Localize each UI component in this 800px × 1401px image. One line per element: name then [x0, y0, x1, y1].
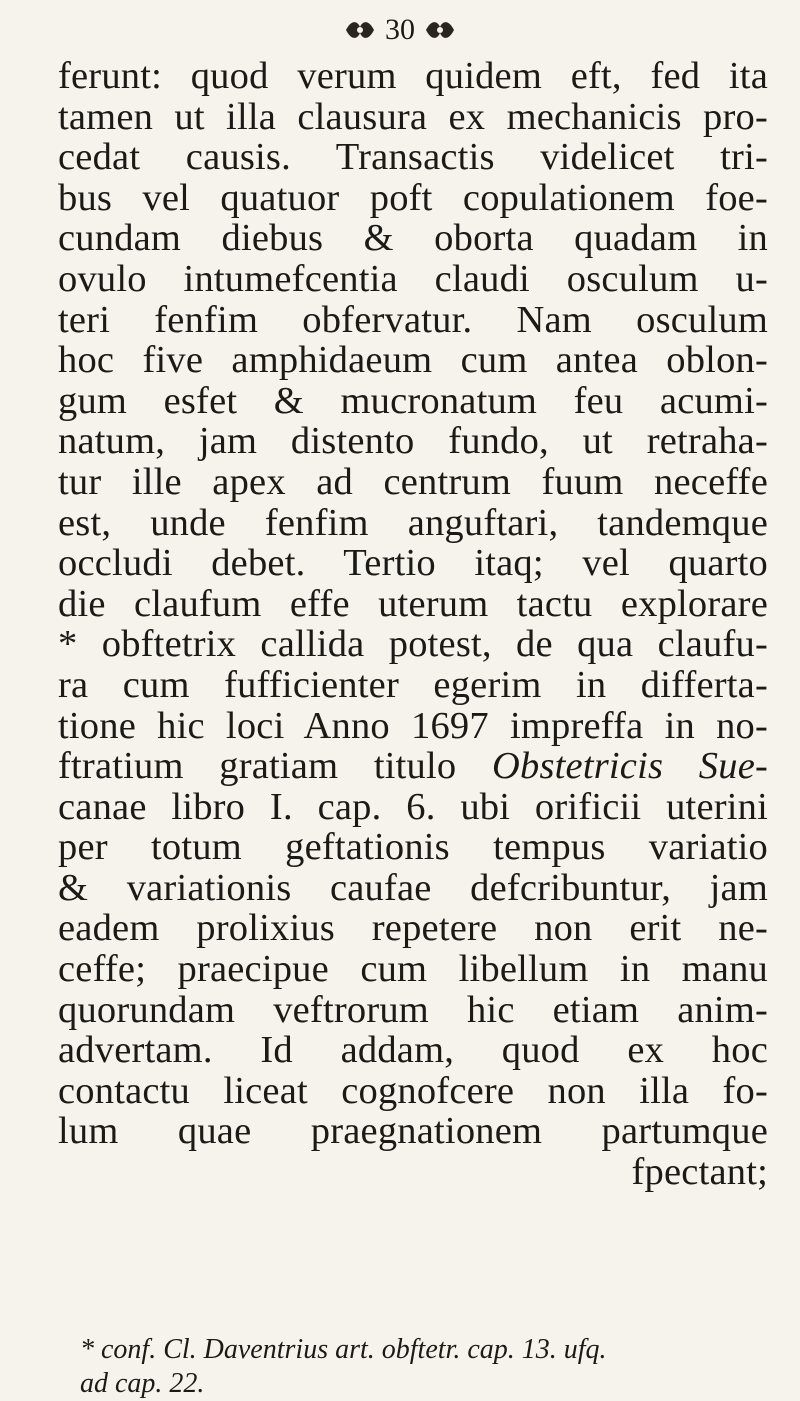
footnote	[80, 1333, 770, 1401]
text-line: ra cum fufficienter egerim in differta-	[58, 663, 768, 706]
text-line: ferunt: quod verum quidem eft, fed ita	[58, 55, 768, 97]
text-line: * obftetrix callida potest, de qua claufu-	[58, 623, 768, 666]
text-line: cundam diebus & oborta quadam in	[58, 217, 768, 260]
text-line: die claufum effe uterum tactu explorare	[58, 582, 768, 625]
text-line: natum, jam distento fundo, ut retraha-	[58, 420, 768, 463]
text-line: bus vel quatuor poft copulationem foe-	[58, 176, 768, 219]
text-line: occludi debet. Tertio itaq; vel quarto	[58, 542, 768, 585]
text-line: & variationis caufae defcribuntur, jam	[58, 866, 768, 909]
footnote-line: ad cap. 22.	[80, 1368, 205, 1399]
text-line-with-title	[58, 746, 768, 787]
printers-ornament-left-icon	[343, 15, 377, 45]
text-line: ceffe; praecipue cum libellum in manu	[58, 948, 768, 991]
text-line: cedat causis. Transactis videlicet tri-	[58, 136, 768, 179]
text-line: tur ille apex ad centrum fuum neceffe	[58, 460, 768, 503]
catchword-line: fpectant;	[631, 1151, 768, 1194]
printers-ornament-right-icon	[423, 15, 457, 45]
text-line: gum esfet & mucronatum feu acumi-	[58, 379, 768, 422]
text-line: teri fenfim obfervatur. Nam osculum	[58, 298, 768, 341]
page-number: 30	[385, 13, 415, 46]
body-text	[58, 56, 768, 1193]
footnote-line: * conf. Cl. Daventrius art. obftetr. cap. 13. ufq.	[80, 1334, 607, 1365]
text-line: est, unde fenfim anguftari, tandemque	[58, 501, 768, 544]
italic-book-title: Obstetricis Sue-	[492, 745, 769, 788]
text-line: per totum geftationis tempus variatio	[58, 826, 768, 869]
text-line: contactu liceat cognofcere non illa fo-	[58, 1069, 768, 1112]
text-line: eadem prolixius repetere non erit ne-	[58, 907, 768, 950]
text-line: lum quae praegnationem partumque	[58, 1110, 768, 1153]
page-header	[0, 4, 800, 56]
text-line: hoc five amphidaeum cum antea oblon-	[58, 339, 768, 382]
text-line: tione hic loci Anno 1697 impreffa in no-	[58, 704, 768, 747]
text-line: ovulo intumefcentia claudi osculum u-	[58, 257, 768, 300]
text-line: quorundam veftrorum hic etiam anim-	[58, 988, 768, 1031]
text-line-start: ftratium gratiam titulo	[58, 745, 457, 788]
text-line: canae libro I. cap. 6. ubi orificii uterini	[58, 785, 768, 828]
text-line: tamen ut illa clausura ex mechanicis pro-	[58, 95, 768, 138]
text-line: advertam. Id addam, quod ex hoc	[58, 1029, 768, 1072]
